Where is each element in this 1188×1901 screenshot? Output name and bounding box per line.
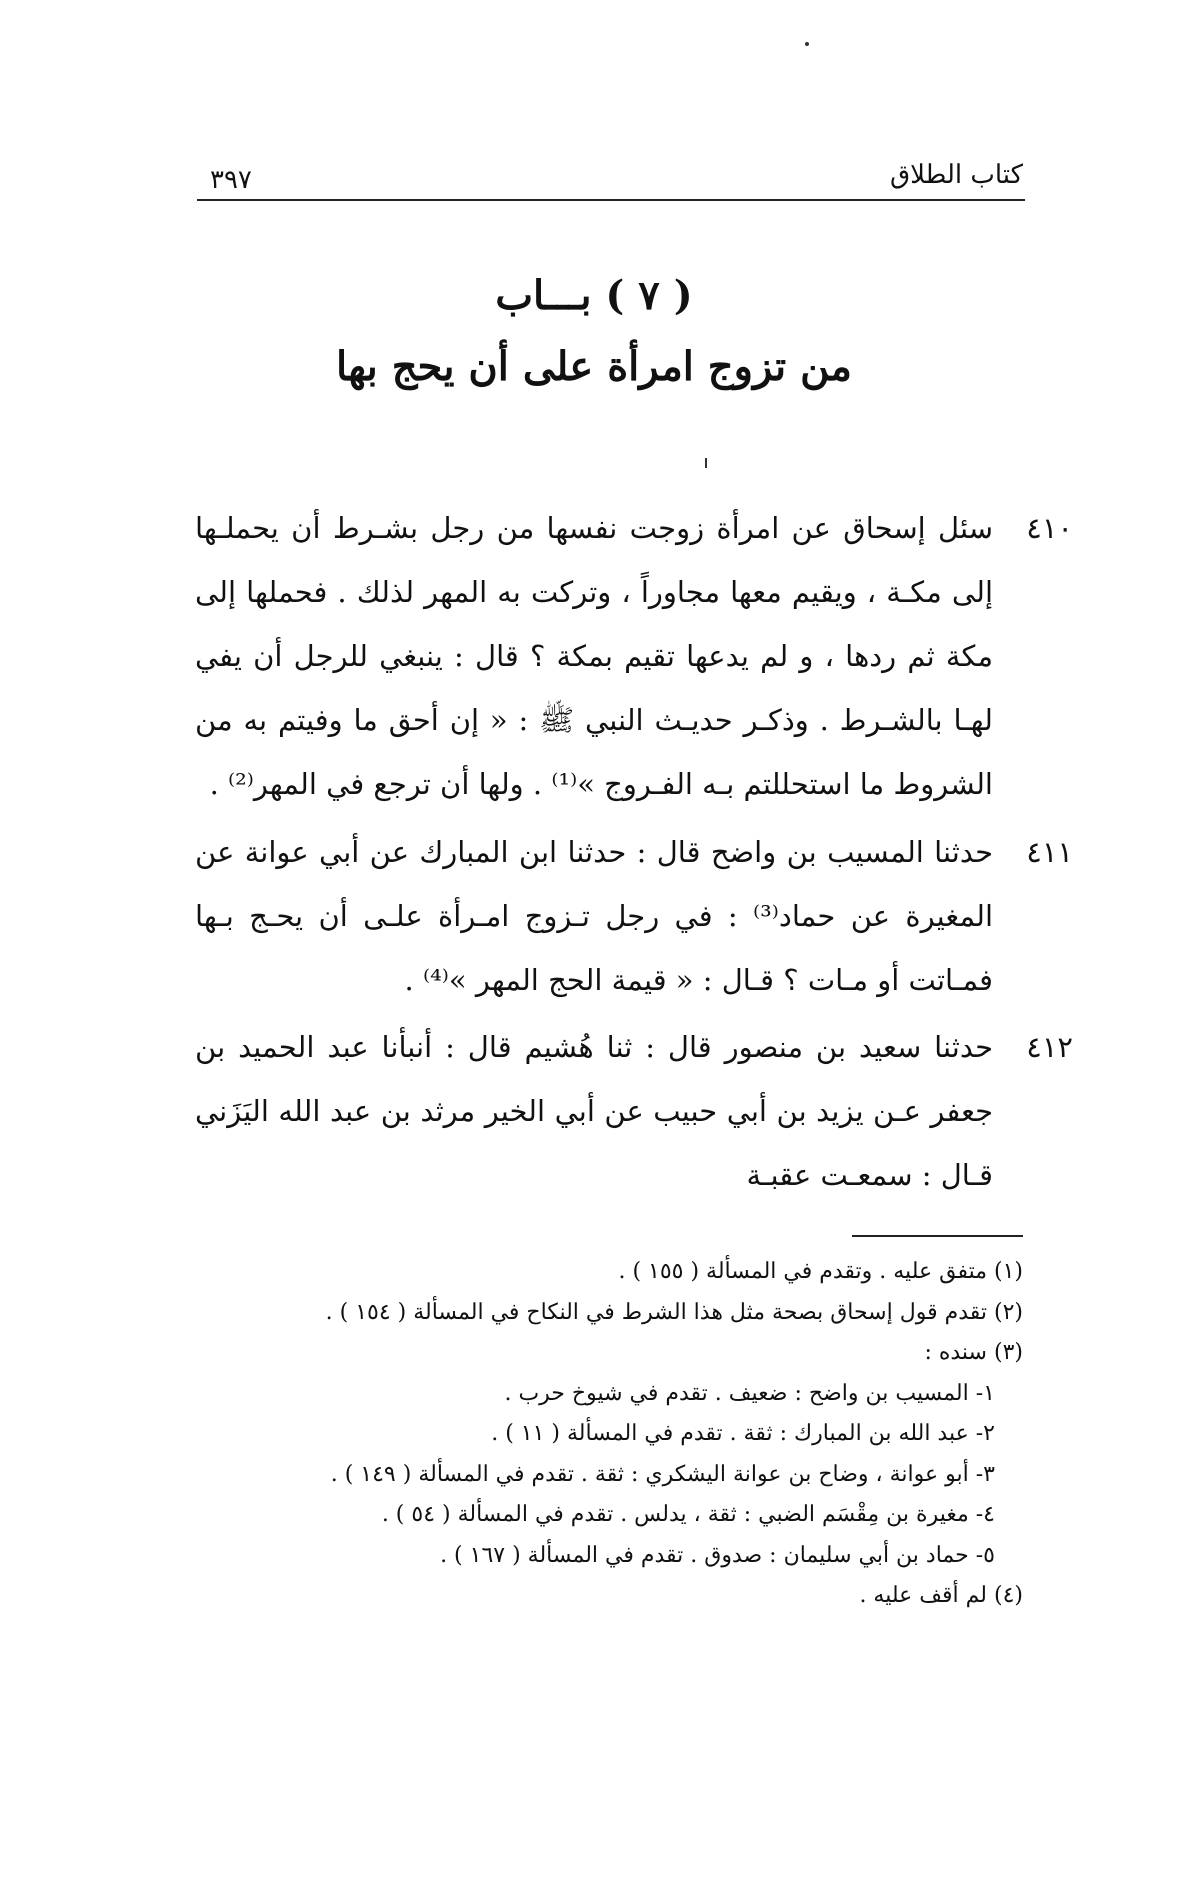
footnote-item: (٢) تقدم قول إسحاق بصحة مثل هذا الشرط في النكاح في المسألة ( ١٥٤ ) . <box>325 1299 1023 1325</box>
footnote-subitem: ١- المسيب بن واضح : ضعيف . تقدم في شيوخ حرب . <box>504 1380 995 1406</box>
footnotes <box>195 1252 1023 1617</box>
scan-speck <box>805 42 809 46</box>
running-header: كتاب الطلاق <box>889 160 1023 190</box>
entry-411 <box>195 820 1073 1012</box>
footnote-item: (٤) لم أقف عليه . <box>859 1583 1023 1608</box>
footnote-subitem: ٥- حماد بن أبي سليمان : صدوق . تقدم في المسألة ( ١٦٧ ) . <box>440 1542 995 1568</box>
entry-number: ٤١٢ <box>1026 1030 1073 1064</box>
chapter-title: من تزوج امرأة على أن يحج بها <box>336 343 852 390</box>
footnote-subitem: ٣- أبو عوانة ، وضاح بن عوانة اليشكري : ثقة . تقدم في المسألة ( ١٤٩ ) . <box>330 1461 995 1487</box>
entry-410 <box>195 496 1073 816</box>
page-number: ٣٩٧ <box>210 165 252 195</box>
entry-412 <box>195 1015 1073 1207</box>
chapter-number: ( ٧ ) بـــاب <box>495 272 693 319</box>
footnote-subitem: ٤- مغيرة بن مِقْسَم الضبي : ثقة ، يدلس . تقدم في المسألة ( ٥٤ ) . <box>381 1502 995 1527</box>
entry-text: حدثنا المسيب بن واضح قال : حدثنا ابن المبارك عن أبي عوانة عن المغيرة عن حماد⁽³⁾ : في رجل تـزوج امـرأة علـى أن يحـج بـها فمـاتت أو مـات ؟ قـال : « قيمة الحج المهر »⁽⁴⁾ . <box>195 835 993 997</box>
footnote-rule <box>852 1235 1023 1237</box>
entry-text: حدثنا سعيد بن منصور قال : ثنا هُشيم قال : أنبأنا عبد الحميد بن جعفر عـن يزيد بن أبي حبيب عن أبي الخير مرثد بن عبد الله اليَزَني قـال : سمعـت عقبـة <box>195 1030 993 1192</box>
entry-text: سئل إسحاق عن امرأة زوجت نفسها من رجل بشـرط أن يحملـها إلى مكـة ، ويقيم معها مجاوراً ، وتركت به المهر لذلك . فحملها إلى مكة ثم ردها ، و لم يدعها تقيم بمكة ؟ قال : ينبغي للرجل أن يفي لهـا بالشـرط . وذكـر حديـث النبي ﷺ : « إن أحق ما وفيتم به من الشروط ما استحللتم بـه الفـروج »⁽¹⁾ . ولها أن ترجع في المهر⁽²⁾ . <box>195 511 993 801</box>
footnote-subitem: ٢- عبد الله بن المبارك : ثقة . تقدم في المسألة ( ١١ ) . <box>491 1421 995 1446</box>
entry-number: ٤١٠ <box>1026 511 1073 545</box>
footnote-item: (١) متفق عليه . وتقدم في المسألة ( ١٥٥ ) . <box>618 1259 1023 1284</box>
header-rule <box>197 199 1025 201</box>
entry-number: ٤١١ <box>1026 835 1073 869</box>
scan-speck <box>705 458 707 468</box>
footnote-item: (٣) سنده : <box>924 1340 1023 1365</box>
